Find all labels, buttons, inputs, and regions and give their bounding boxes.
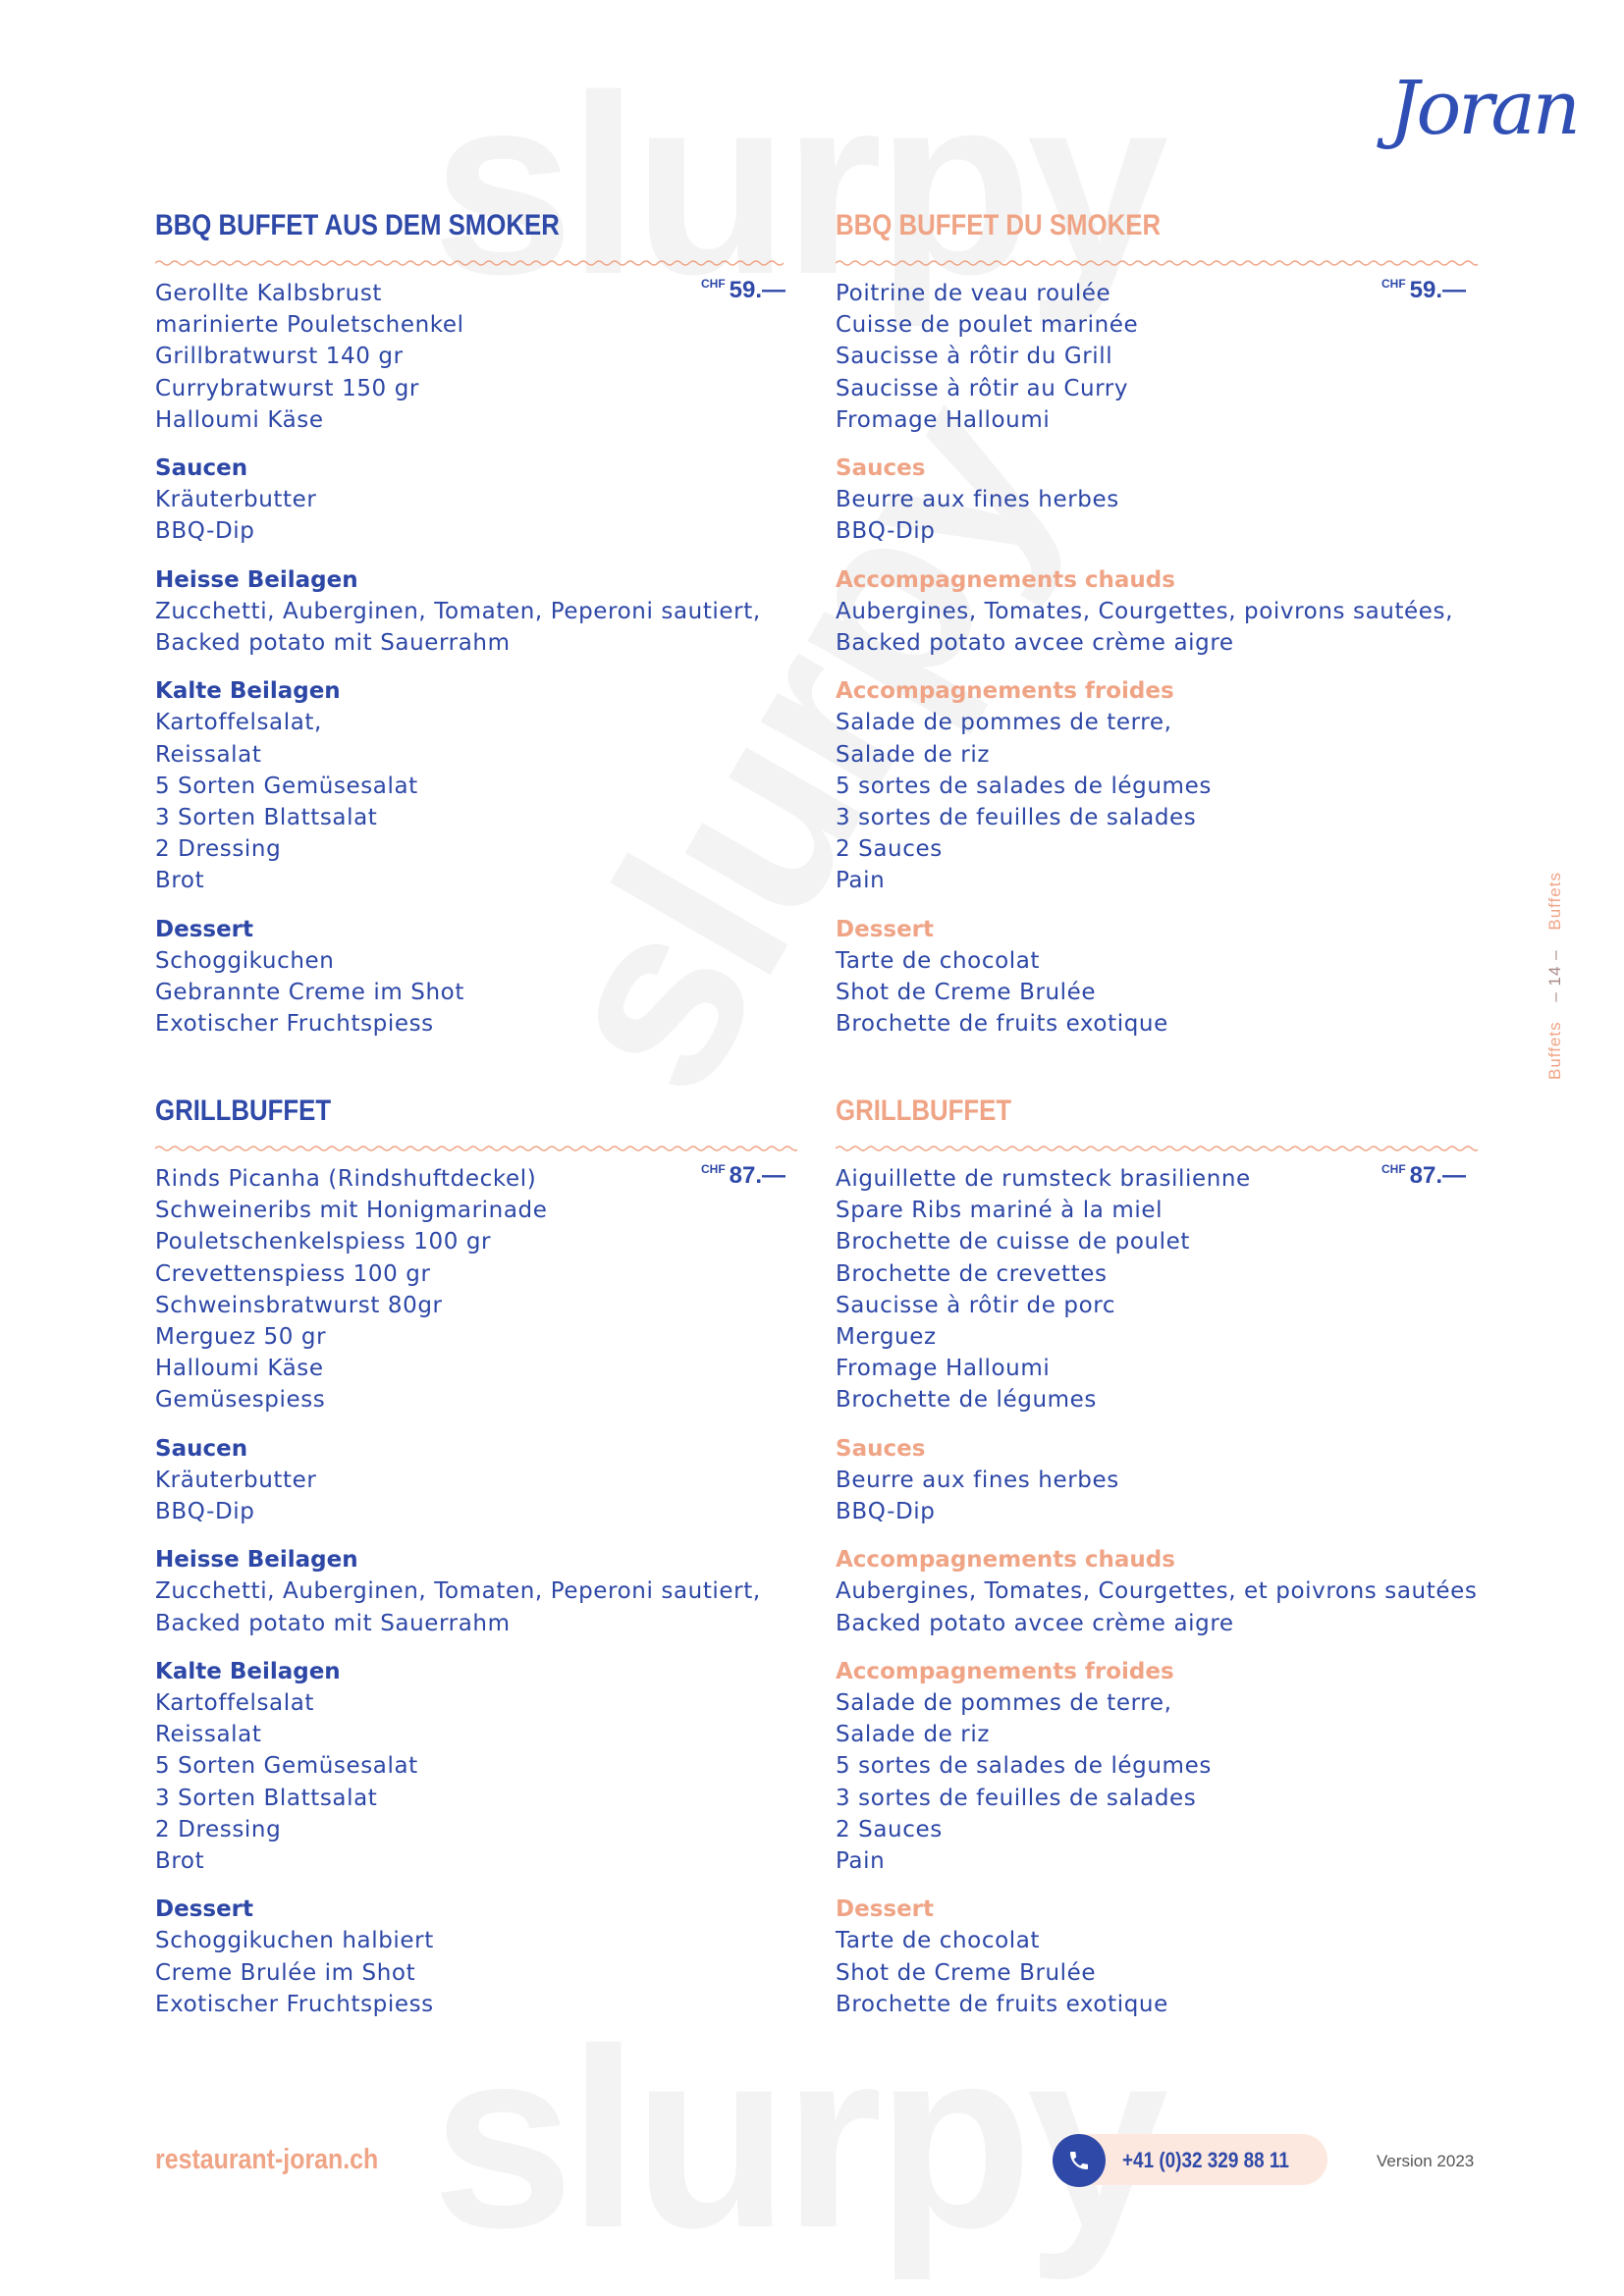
menu-item: Reissalat bbox=[155, 1722, 262, 1748]
menu-item: Merguez bbox=[836, 1324, 937, 1351]
menu-item: Saucisse à rôtir de porc bbox=[836, 1292, 1116, 1318]
menu-item: 3 sortes de feuilles de salades bbox=[836, 805, 1197, 831]
menu-item: Creme Brulée im Shot bbox=[155, 1959, 416, 1986]
menu-item: Pain bbox=[836, 1848, 886, 1875]
version-label: Version 2023 bbox=[1377, 2152, 1475, 2170]
menu-item: Saucisse à rôtir au Curry bbox=[836, 375, 1129, 401]
menu-item: Currybratwurst 150 gr bbox=[155, 375, 419, 401]
menu-item: Tarte de chocolat bbox=[836, 947, 1041, 974]
menu-item: Rinds Picanha (Rindshuftdeckel) bbox=[155, 1166, 537, 1192]
menu-item: Grillbratwurst 140 gr bbox=[155, 344, 404, 370]
menu-item: Backed potato avcee crème aigre bbox=[836, 1610, 1234, 1636]
section-heading: Dessert bbox=[155, 1896, 254, 1923]
wavy-divider bbox=[836, 259, 1478, 267]
menu-item: Shot de Creme Brulée bbox=[836, 980, 1097, 1006]
price-menu2-de: $^{CHF}$ 87.— bbox=[701, 1162, 786, 1189]
menu-item: Brochette de légumes bbox=[836, 1387, 1097, 1414]
menu1-de-list bbox=[155, 278, 803, 1040]
menu-item: Zucchetti, Auberginen, Tomaten, Peperoni sautiert, bbox=[155, 598, 761, 624]
menu1-fr-title: BBQ BUFFET DU SMOKER bbox=[836, 209, 1162, 241]
menu-item: Gebrannte Creme im Shot bbox=[155, 980, 464, 1006]
menu-item: Kartoffelsalat, bbox=[155, 710, 322, 736]
menu-item: 5 sortes de salades de légumes bbox=[836, 1753, 1212, 1780]
section-heading: Sauces bbox=[836, 1435, 926, 1462]
menu-item: Aiguillette de rumsteck brasilienne bbox=[836, 1166, 1251, 1192]
menu-item: 2 Dressing bbox=[155, 1816, 282, 1842]
menu-item: Poitrine de veau roulée bbox=[836, 281, 1111, 306]
menu-item: Aubergines, Tomates, Courgettes, poivrons sautées, bbox=[836, 598, 1454, 624]
menu1-fr-list bbox=[836, 278, 1484, 1040]
menu2-de-title: GRILLBUFFET bbox=[155, 1095, 332, 1127]
section-heading: Saucen bbox=[155, 455, 248, 482]
phone-number[interactable]: +41 (0)32 329 88 11 bbox=[1122, 2148, 1289, 2172]
menu-item: Zucchetti, Auberginen, Tomaten, Peperoni sautiert, bbox=[155, 1578, 761, 1605]
menu2-fr-title: GRILLBUFFET bbox=[836, 1095, 1012, 1127]
menu-item: 5 Sorten Gemüsesalat bbox=[155, 1753, 418, 1780]
menu2-de-list bbox=[155, 1163, 803, 2020]
menu-item: Merguez 50 gr bbox=[155, 1324, 327, 1351]
menu-item: Pain bbox=[836, 868, 886, 894]
section-heading: Heisse Beilagen bbox=[155, 1547, 358, 1574]
menu-item: 3 sortes de feuilles de salades bbox=[836, 1785, 1197, 1811]
side-label-left: Buffets bbox=[1545, 1021, 1564, 1080]
menu-item: Salade de riz bbox=[836, 1722, 991, 1748]
section-heading: Kalte Beilagen bbox=[155, 1658, 341, 1684]
menu-item: Schoggikuchen bbox=[155, 947, 335, 974]
section-heading: Heisse Beilagen bbox=[155, 566, 358, 593]
menu-item: Kräuterbutter bbox=[155, 1467, 317, 1493]
menu-item: Brot bbox=[155, 868, 205, 894]
menu-item: Halloumi Käse bbox=[155, 1356, 324, 1382]
side-label bbox=[1545, 872, 1565, 1080]
phone-icon[interactable] bbox=[1053, 2134, 1106, 2187]
menu-item: Shot de Creme Brulée bbox=[836, 1959, 1097, 1986]
section-heading: Dessert bbox=[155, 916, 254, 942]
menu1-de-title: BBQ BUFFET AUS DEM SMOKER bbox=[155, 209, 560, 241]
menu-item: Brochette de crevettes bbox=[836, 1260, 1108, 1287]
side-label-page: – 14 – bbox=[1545, 949, 1564, 1002]
section-heading: Saucen bbox=[155, 1435, 248, 1462]
price-menu1-fr: $^{CHF}$ 59.— bbox=[1381, 277, 1467, 303]
menu-item: 2 Dressing bbox=[155, 836, 282, 863]
logo: Joran bbox=[1389, 64, 1578, 151]
section-heading: Accompagnements chauds bbox=[836, 566, 1175, 593]
menu-item: BBQ-Dip bbox=[155, 1499, 255, 1525]
website-link[interactable]: restaurant-joran.ch bbox=[155, 2144, 379, 2175]
section-heading: Accompagnements froides bbox=[836, 1658, 1174, 1684]
menu-item: marinierte Pouletschenkel bbox=[155, 312, 464, 339]
watermark bbox=[432, 1993, 1163, 2286]
menu-item: 2 Sauces bbox=[836, 836, 943, 863]
menu-item: 3 Sorten Blattsalat bbox=[155, 805, 378, 831]
menu-item: Fromage Halloumi bbox=[836, 1356, 1051, 1382]
menu-item: Exotischer Fruchtspiess bbox=[155, 1011, 434, 1038]
menu-item: Beurre aux fines herbes bbox=[836, 1467, 1119, 1493]
menu-item: Pouletschenkelspiess 100 gr bbox=[155, 1229, 492, 1255]
section-heading: Sauces bbox=[836, 455, 926, 482]
section-heading: Dessert bbox=[836, 916, 935, 942]
wavy-divider bbox=[155, 259, 797, 267]
menu-item: Backed potato avcee crème aigre bbox=[836, 630, 1234, 657]
price-menu2-fr: $^{CHF}$ 87.— bbox=[1381, 1162, 1467, 1189]
menu-item: Spare Ribs mariné à la miel bbox=[836, 1198, 1164, 1224]
menu-item: Salade de pommes de terre, bbox=[836, 710, 1172, 736]
section-heading: Accompagnements froides bbox=[836, 678, 1174, 705]
side-label-right: Buffets bbox=[1545, 872, 1564, 931]
wavy-divider bbox=[155, 1145, 797, 1152]
menu-item: 2 Sauces bbox=[836, 1816, 943, 1842]
menu-item: Backed potato mit Sauerrahm bbox=[155, 630, 511, 657]
wavy-divider bbox=[836, 1145, 1478, 1152]
menu-item: Brochette de fruits exotique bbox=[836, 1991, 1168, 2017]
menu-item: Saucisse à rôtir du Grill bbox=[836, 344, 1113, 370]
menu-item: Gemüsespiess bbox=[155, 1387, 326, 1414]
price-menu1-de: $^{CHF}$ 59.— bbox=[701, 277, 786, 303]
menu2-fr-list bbox=[836, 1163, 1484, 2020]
menu-item: Gerollte Kalbsbrust bbox=[155, 281, 383, 306]
menu-item: Schoggikuchen halbiert bbox=[155, 1928, 434, 1954]
menu-item: Halloumi Käse bbox=[155, 406, 324, 433]
menu-item: Kartoffelsalat bbox=[155, 1690, 315, 1717]
menu-item: Schweineribs mit Honigmarinade bbox=[155, 1198, 548, 1224]
menu-item: BBQ-Dip bbox=[155, 518, 255, 545]
menu-item: Fromage Halloumi bbox=[836, 406, 1051, 433]
menu-item: Brot bbox=[155, 1848, 205, 1875]
menu-item: Brochette de fruits exotique bbox=[836, 1011, 1168, 1038]
menu-item: Salade de riz bbox=[836, 741, 991, 768]
menu-item: Beurre aux fines herbes bbox=[836, 487, 1119, 513]
menu-item: Aubergines, Tomates, Courgettes, et poivrons sautées bbox=[836, 1578, 1478, 1605]
menu-item: Brochette de cuisse de poulet bbox=[836, 1229, 1191, 1255]
menu-item: Salade de pommes de terre, bbox=[836, 1690, 1172, 1717]
menu-item: Backed potato mit Sauerrahm bbox=[155, 1610, 511, 1636]
menu-item: BBQ-Dip bbox=[836, 1499, 936, 1525]
section-heading: Kalte Beilagen bbox=[155, 678, 341, 705]
menu-item: BBQ-Dip bbox=[836, 518, 936, 545]
menu-item: 5 sortes de salades de légumes bbox=[836, 773, 1212, 799]
section-heading: Accompagnements chauds bbox=[836, 1547, 1175, 1574]
menu-item: Cuisse de poulet marinée bbox=[836, 312, 1139, 339]
menu-item: Crevettenspiess 100 gr bbox=[155, 1260, 431, 1287]
menu-item: 5 Sorten Gemüsesalat bbox=[155, 773, 418, 799]
menu-item: 3 Sorten Blattsalat bbox=[155, 1785, 378, 1811]
menu-item: Exotischer Fruchtspiess bbox=[155, 1991, 434, 2017]
section-heading: Dessert bbox=[836, 1896, 935, 1923]
menu-item: Reissalat bbox=[155, 741, 262, 768]
menu-item: Tarte de chocolat bbox=[836, 1928, 1041, 1954]
menu-item: Kräuterbutter bbox=[155, 487, 317, 513]
menu-item: Schweinsbratwurst 80gr bbox=[155, 1292, 443, 1318]
